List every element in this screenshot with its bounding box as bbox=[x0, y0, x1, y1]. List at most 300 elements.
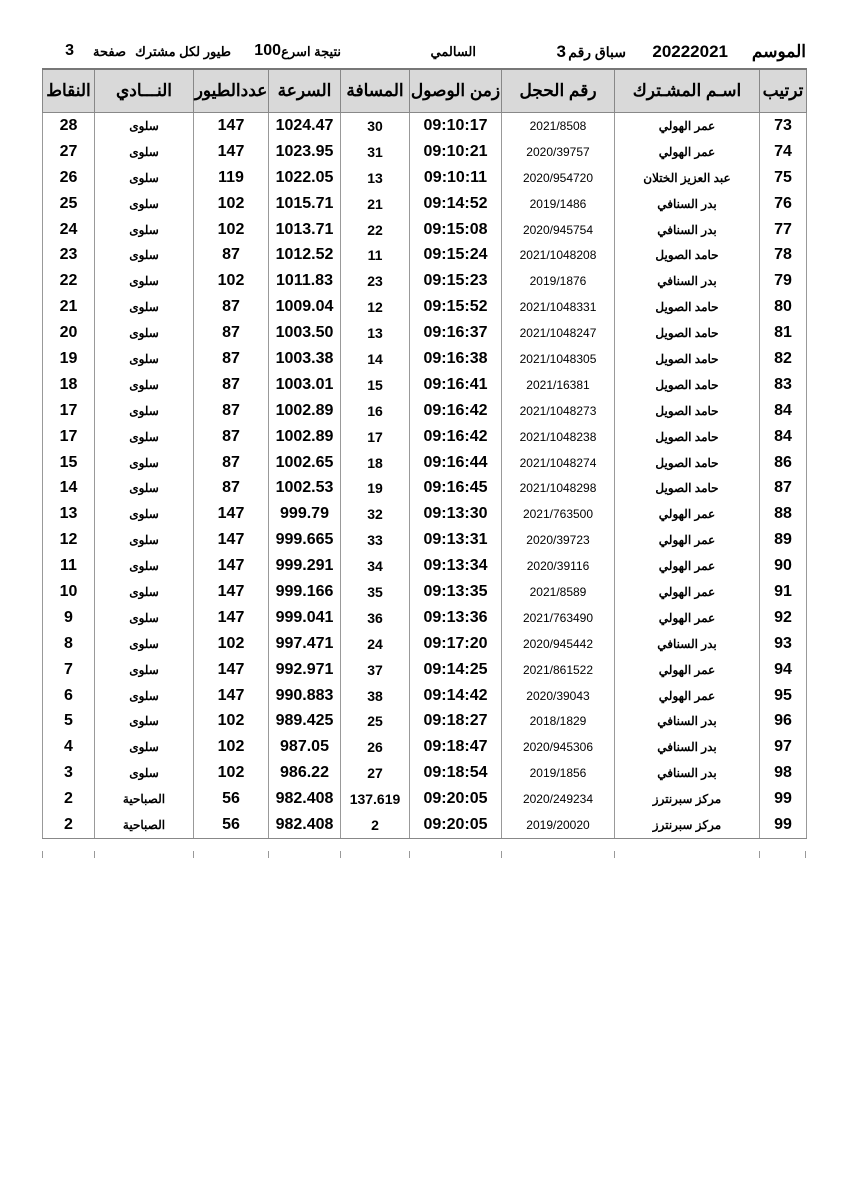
cell-count: 147 bbox=[194, 527, 269, 553]
cell-time: 09:16:42 bbox=[410, 398, 502, 424]
cell-time: 09:16:38 bbox=[410, 346, 502, 372]
table-row bbox=[43, 165, 807, 191]
table-row bbox=[43, 812, 807, 838]
cell-points: 9 bbox=[43, 605, 95, 631]
cell-ring: 2021/1048298 bbox=[502, 475, 615, 501]
cell-name: عمر الهولي bbox=[615, 139, 760, 165]
report-title bbox=[60, 42, 806, 64]
season-label: الموسم bbox=[751, 42, 806, 61]
cell-ring: 2020/945754 bbox=[502, 217, 615, 243]
cell-rank: 80 bbox=[760, 294, 807, 320]
cell-club: الصباحية bbox=[95, 786, 194, 812]
cell-speed: 992.971 bbox=[269, 657, 341, 683]
table-row bbox=[43, 242, 807, 268]
cell-speed: 1012.52 bbox=[269, 242, 341, 268]
cell-rank: 92 bbox=[760, 605, 807, 631]
cell-ring: 2020/249234 bbox=[502, 786, 615, 812]
cell-club: سلوى bbox=[95, 760, 194, 786]
cell-count: 56 bbox=[194, 786, 269, 812]
cell-points: 14 bbox=[43, 475, 95, 501]
cell-time: 09:13:31 bbox=[410, 527, 502, 553]
cell-distance: 16 bbox=[341, 398, 410, 424]
cell-rank: 79 bbox=[760, 268, 807, 294]
cell-name: بدر السنافي bbox=[615, 708, 760, 734]
cell-ring: 2020/39043 bbox=[502, 683, 615, 709]
cell-time: 09:14:25 bbox=[410, 657, 502, 683]
cell-time: 09:17:20 bbox=[410, 631, 502, 657]
cell-points: 15 bbox=[43, 450, 95, 476]
cell-count: 147 bbox=[194, 683, 269, 709]
cell-points: 3 bbox=[43, 760, 95, 786]
cell-speed: 999.665 bbox=[269, 527, 341, 553]
result-label: نتيجة اسرع bbox=[281, 44, 341, 59]
cell-count: 147 bbox=[194, 113, 269, 139]
cell-name: حامد الصويل bbox=[615, 398, 760, 424]
cell-rank: 78 bbox=[760, 242, 807, 268]
fastest-count: 100 bbox=[254, 42, 281, 59]
cell-name: عمر الهولي bbox=[615, 579, 760, 605]
cell-time: 09:10:11 bbox=[410, 165, 502, 191]
race-label: سباق رقم bbox=[568, 44, 626, 60]
cell-speed: 1003.38 bbox=[269, 346, 341, 372]
cell-ring: 2021/1048273 bbox=[502, 398, 615, 424]
cell-points: 7 bbox=[43, 657, 95, 683]
cell-club: سلوى bbox=[95, 527, 194, 553]
cell-time: 09:16:42 bbox=[410, 424, 502, 450]
cell-count: 87 bbox=[194, 242, 269, 268]
cell-rank: 94 bbox=[760, 657, 807, 683]
page-bottom-ticks bbox=[42, 851, 806, 859]
cell-points: 23 bbox=[43, 242, 95, 268]
column-header-club: النـــادي bbox=[95, 69, 194, 113]
cell-rank: 88 bbox=[760, 501, 807, 527]
cell-points: 21 bbox=[43, 294, 95, 320]
cell-club: سلوى bbox=[95, 708, 194, 734]
table-row bbox=[43, 139, 807, 165]
cell-count: 87 bbox=[194, 346, 269, 372]
cell-speed: 997.471 bbox=[269, 631, 341, 657]
cell-points: 28 bbox=[43, 113, 95, 139]
cell-points: 2 bbox=[43, 812, 95, 838]
cell-club: سلوى bbox=[95, 398, 194, 424]
table-row bbox=[43, 631, 807, 657]
cell-points: 5 bbox=[43, 708, 95, 734]
cell-ring: 2020/39757 bbox=[502, 139, 615, 165]
table-row bbox=[43, 217, 807, 243]
cell-distance: 25 bbox=[341, 708, 410, 734]
cell-time: 09:15:24 bbox=[410, 242, 502, 268]
cell-rank: 82 bbox=[760, 346, 807, 372]
cell-rank: 87 bbox=[760, 475, 807, 501]
cell-count: 87 bbox=[194, 372, 269, 398]
table-row bbox=[43, 553, 807, 579]
cell-name: بدر السنافي bbox=[615, 734, 760, 760]
column-header-name: اسـم المشـترك bbox=[615, 69, 760, 113]
cell-club: سلوى bbox=[95, 139, 194, 165]
cell-distance: 137.619 bbox=[341, 786, 410, 812]
cell-speed: 1024.47 bbox=[269, 113, 341, 139]
cell-points: 19 bbox=[43, 346, 95, 372]
cell-speed: 986.22 bbox=[269, 760, 341, 786]
table-row bbox=[43, 786, 807, 812]
column-header-points: النقاط bbox=[43, 69, 95, 113]
cell-ring: 2018/1829 bbox=[502, 708, 615, 734]
cell-rank: 77 bbox=[760, 217, 807, 243]
cell-distance: 35 bbox=[341, 579, 410, 605]
cell-club: سلوى bbox=[95, 165, 194, 191]
table-row bbox=[43, 760, 807, 786]
column-header-count: عددالطيور bbox=[194, 69, 269, 113]
cell-rank: 98 bbox=[760, 760, 807, 786]
cell-ring: 2020/945442 bbox=[502, 631, 615, 657]
cell-speed: 1011.83 bbox=[269, 268, 341, 294]
cell-time: 09:16:37 bbox=[410, 320, 502, 346]
cell-rank: 90 bbox=[760, 553, 807, 579]
cell-count: 87 bbox=[194, 424, 269, 450]
cell-rank: 99 bbox=[760, 786, 807, 812]
cell-points: 8 bbox=[43, 631, 95, 657]
table-row bbox=[43, 527, 807, 553]
cell-name: بدر السنافي bbox=[615, 760, 760, 786]
cell-speed: 999.79 bbox=[269, 501, 341, 527]
cell-ring: 2021/861522 bbox=[502, 657, 615, 683]
cell-distance: 37 bbox=[341, 657, 410, 683]
cell-club: سلوى bbox=[95, 734, 194, 760]
cell-count: 87 bbox=[194, 398, 269, 424]
cell-speed: 1009.04 bbox=[269, 294, 341, 320]
cell-rank: 83 bbox=[760, 372, 807, 398]
table-row bbox=[43, 191, 807, 217]
cell-speed: 1002.65 bbox=[269, 450, 341, 476]
table-row bbox=[43, 579, 807, 605]
cell-points: 2 bbox=[43, 786, 95, 812]
table-row bbox=[43, 657, 807, 683]
cell-count: 119 bbox=[194, 165, 269, 191]
cell-ring: 2021/763490 bbox=[502, 605, 615, 631]
cell-points: 22 bbox=[43, 268, 95, 294]
table-row bbox=[43, 683, 807, 709]
cell-rank: 74 bbox=[760, 139, 807, 165]
table-row bbox=[43, 501, 807, 527]
cell-name: حامد الصويل bbox=[615, 320, 760, 346]
cell-club: سلوى bbox=[95, 320, 194, 346]
cell-time: 09:10:17 bbox=[410, 113, 502, 139]
cell-distance: 26 bbox=[341, 734, 410, 760]
cell-ring: 2021/1048274 bbox=[502, 450, 615, 476]
cell-speed: 999.166 bbox=[269, 579, 341, 605]
cell-time: 09:14:52 bbox=[410, 191, 502, 217]
cell-speed: 1002.89 bbox=[269, 424, 341, 450]
cell-ring: 2021/1048247 bbox=[502, 320, 615, 346]
cell-count: 87 bbox=[194, 294, 269, 320]
cell-count: 147 bbox=[194, 579, 269, 605]
cell-ring: 2019/1876 bbox=[502, 268, 615, 294]
cell-club: سلوى bbox=[95, 631, 194, 657]
cell-distance: 12 bbox=[341, 294, 410, 320]
cell-ring: 2019/1856 bbox=[502, 760, 615, 786]
cell-speed: 1022.05 bbox=[269, 165, 341, 191]
cell-time: 09:13:36 bbox=[410, 605, 502, 631]
cell-rank: 84 bbox=[760, 424, 807, 450]
cell-ring: 2021/1048208 bbox=[502, 242, 615, 268]
table-row bbox=[43, 450, 807, 476]
cell-name: بدر السنافي bbox=[615, 217, 760, 243]
cell-club: سلوى bbox=[95, 217, 194, 243]
cell-points: 6 bbox=[43, 683, 95, 709]
cell-speed: 982.408 bbox=[269, 786, 341, 812]
cell-count: 147 bbox=[194, 657, 269, 683]
cell-ring: 2020/945306 bbox=[502, 734, 615, 760]
cell-distance: 15 bbox=[341, 372, 410, 398]
cell-count: 102 bbox=[194, 708, 269, 734]
cell-rank: 86 bbox=[760, 450, 807, 476]
cell-count: 102 bbox=[194, 191, 269, 217]
cell-ring: 2021/1048331 bbox=[502, 294, 615, 320]
cell-ring: 2019/1486 bbox=[502, 191, 615, 217]
cell-speed: 1003.50 bbox=[269, 320, 341, 346]
cell-name: عمر الهولي bbox=[615, 527, 760, 553]
race-location: السالمي bbox=[430, 44, 476, 59]
cell-club: سلوى bbox=[95, 475, 194, 501]
cell-time: 09:13:34 bbox=[410, 553, 502, 579]
cell-speed: 987.05 bbox=[269, 734, 341, 760]
cell-points: 25 bbox=[43, 191, 95, 217]
cell-ring: 2021/763500 bbox=[502, 501, 615, 527]
cell-name: بدر السنافي bbox=[615, 631, 760, 657]
cell-rank: 91 bbox=[760, 579, 807, 605]
cell-distance: 31 bbox=[341, 139, 410, 165]
cell-ring: 2021/1048238 bbox=[502, 424, 615, 450]
cell-points: 27 bbox=[43, 139, 95, 165]
table-row bbox=[43, 113, 807, 139]
table-row bbox=[43, 346, 807, 372]
cell-club: سلوى bbox=[95, 579, 194, 605]
cell-count: 102 bbox=[194, 217, 269, 243]
cell-club: سلوى bbox=[95, 605, 194, 631]
table-header-row bbox=[43, 69, 807, 113]
cell-name: حامد الصويل bbox=[615, 372, 760, 398]
cell-points: 13 bbox=[43, 501, 95, 527]
cell-count: 147 bbox=[194, 605, 269, 631]
cell-name: مركز سبرنترز bbox=[615, 786, 760, 812]
column-header-speed: السرعة bbox=[269, 69, 341, 113]
cell-club: سلوى bbox=[95, 424, 194, 450]
cell-distance: 21 bbox=[341, 191, 410, 217]
cell-club: سلوى bbox=[95, 268, 194, 294]
cell-time: 09:15:52 bbox=[410, 294, 502, 320]
cell-distance: 22 bbox=[341, 217, 410, 243]
cell-distance: 18 bbox=[341, 450, 410, 476]
cell-speed: 1002.53 bbox=[269, 475, 341, 501]
cell-rank: 75 bbox=[760, 165, 807, 191]
cell-rank: 89 bbox=[760, 527, 807, 553]
cell-count: 102 bbox=[194, 734, 269, 760]
cell-count: 87 bbox=[194, 320, 269, 346]
cell-points: 24 bbox=[43, 217, 95, 243]
cell-time: 09:10:21 bbox=[410, 139, 502, 165]
cell-name: عمر الهولي bbox=[615, 501, 760, 527]
cell-time: 09:20:05 bbox=[410, 786, 502, 812]
cell-time: 09:18:54 bbox=[410, 760, 502, 786]
cell-distance: 23 bbox=[341, 268, 410, 294]
cell-name: عبد العزيز الختلان bbox=[615, 165, 760, 191]
table-row bbox=[43, 294, 807, 320]
cell-ring: 2020/39116 bbox=[502, 553, 615, 579]
cell-speed: 1013.71 bbox=[269, 217, 341, 243]
cell-name: بدر السنافي bbox=[615, 191, 760, 217]
cell-points: 17 bbox=[43, 424, 95, 450]
cell-club: سلوى bbox=[95, 346, 194, 372]
cell-distance: 34 bbox=[341, 553, 410, 579]
cell-time: 09:15:08 bbox=[410, 217, 502, 243]
cell-time: 09:15:23 bbox=[410, 268, 502, 294]
cell-distance: 19 bbox=[341, 475, 410, 501]
table-row bbox=[43, 734, 807, 760]
cell-distance: 36 bbox=[341, 605, 410, 631]
cell-ring: 2021/8508 bbox=[502, 113, 615, 139]
cell-club: سلوى bbox=[95, 191, 194, 217]
cell-club: سلوى bbox=[95, 372, 194, 398]
cell-ring: 2021/16381 bbox=[502, 372, 615, 398]
table-row bbox=[43, 372, 807, 398]
cell-distance: 32 bbox=[341, 501, 410, 527]
cell-club: سلوى bbox=[95, 553, 194, 579]
column-header-distance: المسافة bbox=[341, 69, 410, 113]
cell-club: سلوى bbox=[95, 242, 194, 268]
cell-name: حامد الصويل bbox=[615, 242, 760, 268]
table-row bbox=[43, 268, 807, 294]
cell-speed: 999.041 bbox=[269, 605, 341, 631]
cell-distance: 27 bbox=[341, 760, 410, 786]
cell-time: 09:13:30 bbox=[410, 501, 502, 527]
cell-distance: 24 bbox=[341, 631, 410, 657]
cell-club: سلوى bbox=[95, 294, 194, 320]
cell-ring: 2020/39723 bbox=[502, 527, 615, 553]
cell-points: 18 bbox=[43, 372, 95, 398]
cell-points: 10 bbox=[43, 579, 95, 605]
cell-club: سلوى bbox=[95, 657, 194, 683]
cell-rank: 73 bbox=[760, 113, 807, 139]
cell-name: عمر الهولي bbox=[615, 113, 760, 139]
cell-distance: 38 bbox=[341, 683, 410, 709]
cell-rank: 99 bbox=[760, 812, 807, 838]
cell-name: عمر الهولي bbox=[615, 605, 760, 631]
results-table bbox=[42, 68, 807, 839]
cell-count: 56 bbox=[194, 812, 269, 838]
cell-speed: 1002.89 bbox=[269, 398, 341, 424]
cell-name: حامد الصويل bbox=[615, 450, 760, 476]
cell-speed: 990.883 bbox=[269, 683, 341, 709]
table-row bbox=[43, 424, 807, 450]
table-row bbox=[43, 475, 807, 501]
cell-count: 147 bbox=[194, 553, 269, 579]
cell-ring: 2021/8589 bbox=[502, 579, 615, 605]
page-number: 3 bbox=[65, 42, 74, 59]
cell-count: 102 bbox=[194, 760, 269, 786]
cell-name: حامد الصويل bbox=[615, 294, 760, 320]
cell-club: سلوى bbox=[95, 450, 194, 476]
cell-distance: 17 bbox=[341, 424, 410, 450]
table-row bbox=[43, 708, 807, 734]
cell-club: سلوى bbox=[95, 501, 194, 527]
cell-speed: 1023.95 bbox=[269, 139, 341, 165]
cell-name: حامد الصويل bbox=[615, 475, 760, 501]
cell-name: عمر الهولي bbox=[615, 683, 760, 709]
cell-name: حامد الصويل bbox=[615, 346, 760, 372]
cell-points: 20 bbox=[43, 320, 95, 346]
cell-club: الصباحية bbox=[95, 812, 194, 838]
cell-rank: 95 bbox=[760, 683, 807, 709]
cell-distance: 30 bbox=[341, 113, 410, 139]
cell-count: 102 bbox=[194, 631, 269, 657]
page-label: صفحة bbox=[93, 44, 126, 59]
cell-distance: 11 bbox=[341, 242, 410, 268]
cell-points: 26 bbox=[43, 165, 95, 191]
cell-distance: 2 bbox=[341, 812, 410, 838]
cell-speed: 999.291 bbox=[269, 553, 341, 579]
cell-rank: 97 bbox=[760, 734, 807, 760]
cell-name: عمر الهولي bbox=[615, 657, 760, 683]
cell-name: بدر السنافي bbox=[615, 268, 760, 294]
cell-count: 147 bbox=[194, 139, 269, 165]
per-participant-label: طيور لكل مشترك bbox=[135, 44, 231, 59]
cell-count: 147 bbox=[194, 501, 269, 527]
cell-count: 102 bbox=[194, 268, 269, 294]
cell-ring: 2020/954720 bbox=[502, 165, 615, 191]
cell-time: 09:20:05 bbox=[410, 812, 502, 838]
column-header-rank: ترتيب bbox=[760, 69, 807, 113]
cell-time: 09:14:42 bbox=[410, 683, 502, 709]
cell-name: مركز سبرنترز bbox=[615, 812, 760, 838]
cell-ring: 2019/20020 bbox=[502, 812, 615, 838]
cell-ring: 2021/1048305 bbox=[502, 346, 615, 372]
cell-name: حامد الصويل bbox=[615, 424, 760, 450]
cell-speed: 982.408 bbox=[269, 812, 341, 838]
table-row bbox=[43, 605, 807, 631]
cell-time: 09:18:27 bbox=[410, 708, 502, 734]
cell-points: 17 bbox=[43, 398, 95, 424]
race-number: 3 bbox=[556, 42, 566, 61]
cell-speed: 1003.01 bbox=[269, 372, 341, 398]
cell-points: 4 bbox=[43, 734, 95, 760]
cell-count: 87 bbox=[194, 475, 269, 501]
cell-time: 09:16:45 bbox=[410, 475, 502, 501]
cell-rank: 96 bbox=[760, 708, 807, 734]
cell-rank: 81 bbox=[760, 320, 807, 346]
cell-distance: 13 bbox=[341, 165, 410, 191]
column-header-time: زمن الوصول bbox=[410, 69, 502, 113]
cell-time: 09:16:41 bbox=[410, 372, 502, 398]
cell-club: سلوى bbox=[95, 683, 194, 709]
cell-rank: 84 bbox=[760, 398, 807, 424]
cell-distance: 13 bbox=[341, 320, 410, 346]
cell-rank: 76 bbox=[760, 191, 807, 217]
cell-points: 11 bbox=[43, 553, 95, 579]
cell-time: 09:18:47 bbox=[410, 734, 502, 760]
cell-rank: 93 bbox=[760, 631, 807, 657]
cell-count: 87 bbox=[194, 450, 269, 476]
table-row bbox=[43, 398, 807, 424]
season-value: 20222021 bbox=[652, 42, 728, 61]
cell-speed: 1015.71 bbox=[269, 191, 341, 217]
cell-distance: 33 bbox=[341, 527, 410, 553]
cell-time: 09:16:44 bbox=[410, 450, 502, 476]
cell-club: سلوى bbox=[95, 113, 194, 139]
column-header-ring: رقم الحجل bbox=[502, 69, 615, 113]
cell-time: 09:13:35 bbox=[410, 579, 502, 605]
cell-speed: 989.425 bbox=[269, 708, 341, 734]
table-row bbox=[43, 320, 807, 346]
